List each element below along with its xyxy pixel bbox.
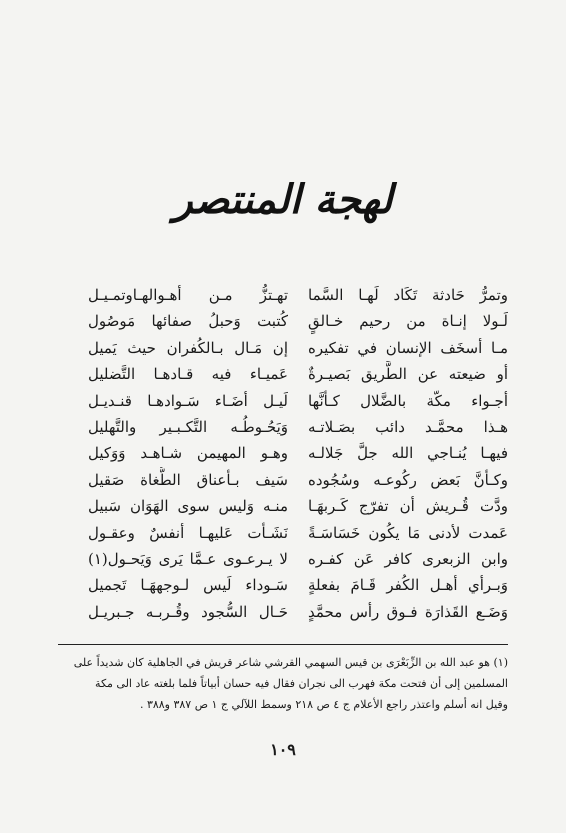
first-hemistich: فيهـا يُنـاجي الله جلَّ جَلالـه [308,444,508,463]
verse [88,520,508,546]
page-number: ١٠٩ [270,740,296,759]
second-hemistich: سَيف بـأعناق الطُّغاة صَقيل [88,470,288,489]
first-hemistich: وَضَـع القَذارَة فـوق رأس محمَّدٍ [308,602,508,621]
first-hemistich: مـا أسخَف الإنسان في تفكيره [308,338,508,357]
verse [88,308,508,334]
verse [88,335,508,361]
first-hemistich: وتمرُّ حَادثة تَكَاد لَهـا السَّما [308,286,508,304]
first-hemistich: وكـأنَّ بَعض ركُوعـه وسُجُوده [308,470,508,489]
poem-title: لهجة المنتصر [173,176,393,223]
verse [88,467,508,493]
second-hemistich: حَـال السُّجود وقُـربـه جـبريـل [88,602,288,621]
second-hemistich: وهـو المهيمن شـاهـد وَوَكيل [88,444,288,463]
verse [88,361,508,387]
poem-body [88,282,508,632]
second-hemistich: تهـتزُّ مـن أهـوالهـاوتمـيـل [88,286,288,304]
verse [88,414,508,440]
second-hemistich: لا يـرعـوى عـمَّا يَرى وَيَحـول(١) [88,549,288,568]
second-hemistich: منـه وَليس سوى الهَوَان سَبيل [88,497,288,516]
second-hemistich: سَـوداء لَيس لـوجههَـا تَجميل [88,576,288,595]
verse [88,572,508,598]
first-hemistich: أجـواء مكّة بالضَّلال كـأنَّها [308,391,508,410]
verse [88,599,508,625]
first-hemistich: وابن الزبعرى كافر عَن كفـره [308,549,508,568]
footnote-line: (١) هو عبد الله بن الزِّبَعْرَى بن قيس السهمي القرشي شاعر قريش في الجاهلية كان شديداً على [73,656,508,669]
footnote-line: المسلمين إلى أن فتحت مكة فهرب الى نجران فقال فيه حسان أبياتاً فلما بلغته عاد الى مكة [95,677,508,690]
verse [88,546,508,572]
first-hemistich: ودَّت قُـريش أن تفرّج كَـربهَـا [308,497,508,516]
footnote-line: وقيل انه أسلم واعتذر راجع الأعلام ج ٤ ص ٢١٨ وسمط اللآلي ج ١ ص ٣٨٧ و٣٨٨ . [139,698,508,711]
second-hemistich: عَميـاء فيه قـادهـا التَّضليل [88,365,288,384]
second-hemistich: كُتبت وَحبلُ صفائها مَوصُول [88,312,288,331]
first-hemistich: هـذا محمَّـد دائب بصَـلاتـه [308,417,508,436]
second-hemistich: لَيـل أضَـاء سَـوادهـا قنـديـل [88,391,288,410]
verse [88,388,508,414]
verse [88,493,508,519]
verse [88,440,508,466]
first-hemistich: وَبـرأي أهـل الكُفر قَـامَ بفعلةٍ [308,576,508,595]
footnote-divider [58,644,508,645]
second-hemistich: إن مَـال بـالكُفران حيث يَميل [88,338,288,357]
first-hemistich: لَـولا إنـاة من رحيم خـالقٍ [308,312,508,331]
first-hemistich: عَمدت لأدنى مَا يكُون خَسَاسَـةً [308,523,508,542]
second-hemistich: نَشَـأت عَليهـا أنفسٌ وعقـول [88,523,288,542]
footnote [58,652,508,715]
verse [88,282,508,308]
second-hemistich: وَيَحُـوطُـه التَّكـبـير والتَّهليل [88,417,288,436]
first-hemistich: أو ضيعته عن الطَّريق بَصيـرةٌ [308,365,508,384]
